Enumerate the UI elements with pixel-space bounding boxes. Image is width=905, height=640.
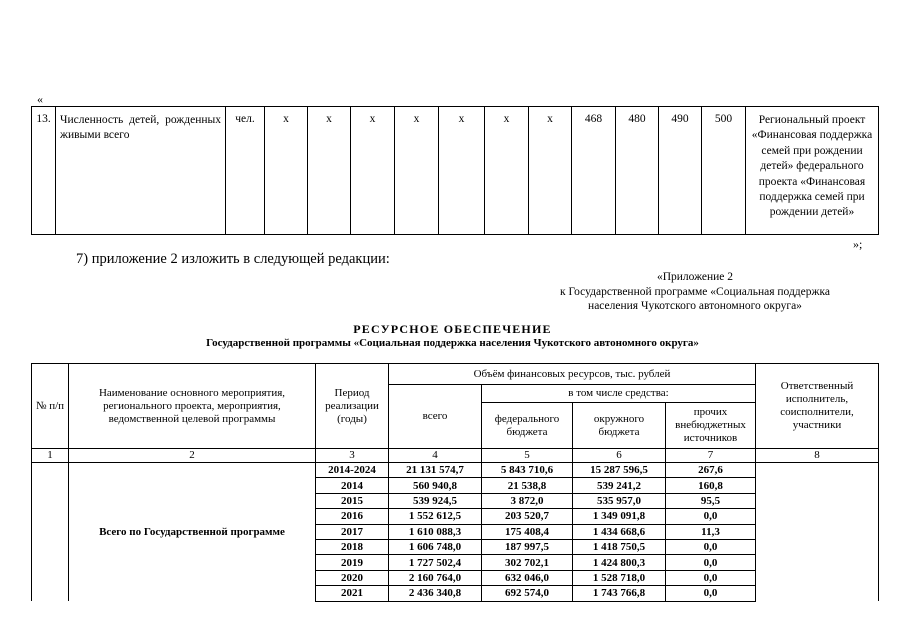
header-other: прочих внебюджетных источников [666, 403, 756, 449]
header-name: Наименование основного мероприятия, регионального проекта, мероприятия, ведомственной целевой программы [69, 364, 316, 449]
period-cell: 2015 [316, 493, 389, 508]
federal-cell: 175 408,4 [482, 524, 573, 539]
table-row [32, 463, 879, 478]
federal-cell: 21 538,8 [482, 478, 573, 493]
value-cell: 468 [572, 107, 616, 235]
value-cell: x [308, 107, 351, 235]
total-cell: 2 436 340,8 [389, 586, 482, 601]
total-cell: 1 552 612,5 [389, 509, 482, 524]
header-period: Период реализации (годы) [316, 364, 389, 449]
table-row [32, 107, 879, 235]
other-cell: 95,5 [666, 493, 756, 508]
header-federal: федерального бюджета [482, 403, 573, 449]
unit-cell: чел. [226, 107, 265, 235]
period-cell: 2018 [316, 539, 389, 554]
column-number: 2 [69, 449, 316, 463]
total-cell: 1 610 088,3 [389, 524, 482, 539]
federal-cell: 632 046,0 [482, 570, 573, 585]
indicator-table [31, 106, 879, 235]
district-cell: 15 287 596,5 [573, 463, 666, 478]
value-cell: 500 [702, 107, 746, 235]
column-number: 3 [316, 449, 389, 463]
period-cell: 2014 [316, 478, 389, 493]
value-cell: 490 [659, 107, 702, 235]
federal-cell: 187 997,5 [482, 539, 573, 554]
appendix-line: населения Чукотского автономного округа» [588, 300, 802, 312]
header-volume: Объём финансовых ресурсов, тыс. рублей [389, 364, 756, 385]
header-responsible: Ответственный исполнитель, соисполнители, участники [756, 364, 879, 449]
responsible-cell [756, 463, 879, 602]
total-cell: 1 727 502,4 [389, 555, 482, 570]
column-number: 7 [666, 449, 756, 463]
total-cell: 21 131 574,7 [389, 463, 482, 478]
column-number: 5 [482, 449, 573, 463]
column-number: 1 [32, 449, 69, 463]
federal-cell: 692 574,0 [482, 586, 573, 601]
header-incl: в том числе средства: [482, 385, 756, 403]
district-cell: 1 743 766,8 [573, 586, 666, 601]
district-cell: 1 528 718,0 [573, 570, 666, 585]
column-number: 4 [389, 449, 482, 463]
period-cell: 2021 [316, 586, 389, 601]
group-num-cell [32, 463, 69, 602]
closing-quote: »; [853, 237, 863, 251]
header-total: всего [389, 385, 482, 449]
row-number: 13. [32, 107, 56, 235]
value-cell: x [351, 107, 395, 235]
resource-table [31, 363, 879, 602]
other-cell: 267,6 [666, 463, 756, 478]
responsible-cell: Региональный проект «Финансовая поддержка семей при рождении детей» федерального проекта «Финансовая поддержка семей при рождении детей» [746, 107, 879, 235]
district-cell: 1 424 800,3 [573, 555, 666, 570]
other-cell: 0,0 [666, 539, 756, 554]
indicator-name: Численность детей, рожденных живыми всего [56, 107, 226, 235]
group-label: Всего по Государственной программе [69, 463, 316, 602]
document-title: РЕСУРСНОЕ ОБЕСПЕЧЕНИЕ [353, 322, 552, 336]
district-cell: 539 241,2 [573, 478, 666, 493]
appendix-line: «Приложение 2 [656, 271, 734, 283]
total-cell: 560 940,8 [389, 478, 482, 493]
header-district: окружного бюджета [573, 403, 666, 449]
header-num: № п/п [32, 364, 69, 449]
period-cell: 2014-2024 [316, 463, 389, 478]
other-cell: 0,0 [666, 570, 756, 585]
federal-cell: 302 702,1 [482, 555, 573, 570]
district-cell: 535 957,0 [573, 493, 666, 508]
total-cell: 2 160 764,0 [389, 570, 482, 585]
value-cell: x [485, 107, 529, 235]
value-cell: x [439, 107, 485, 235]
total-cell: 539 924,5 [389, 493, 482, 508]
other-cell: 11,3 [666, 524, 756, 539]
amendment-paragraph: 7) приложение 2 изложить в следующей редакции: [76, 251, 390, 267]
other-cell: 0,0 [666, 509, 756, 524]
value-cell: 480 [616, 107, 659, 235]
district-cell: 1 349 091,8 [573, 509, 666, 524]
federal-cell: 203 520,7 [482, 509, 573, 524]
value-cell: x [395, 107, 439, 235]
other-cell: 0,0 [666, 586, 756, 601]
federal-cell: 5 843 710,6 [482, 463, 573, 478]
document-subtitle: Государственной программы «Социальная поддержка населения Чукотского автономного округа» [206, 337, 699, 349]
district-cell: 1 418 750,5 [573, 539, 666, 554]
value-cell: x [529, 107, 572, 235]
period-cell: 2019 [316, 555, 389, 570]
other-cell: 0,0 [666, 555, 756, 570]
opening-quote: « [37, 92, 43, 106]
district-cell: 1 434 668,6 [573, 524, 666, 539]
period-cell: 2016 [316, 509, 389, 524]
federal-cell: 3 872,0 [482, 493, 573, 508]
appendix-line: к Государственной программе «Социальная поддержка [560, 285, 830, 298]
total-cell: 1 606 748,0 [389, 539, 482, 554]
other-cell: 160,8 [666, 478, 756, 493]
value-cell: x [265, 107, 308, 235]
column-number: 8 [756, 449, 879, 463]
column-number: 6 [573, 449, 666, 463]
period-cell: 2017 [316, 524, 389, 539]
appendix-note [510, 270, 880, 314]
period-cell: 2020 [316, 570, 389, 585]
